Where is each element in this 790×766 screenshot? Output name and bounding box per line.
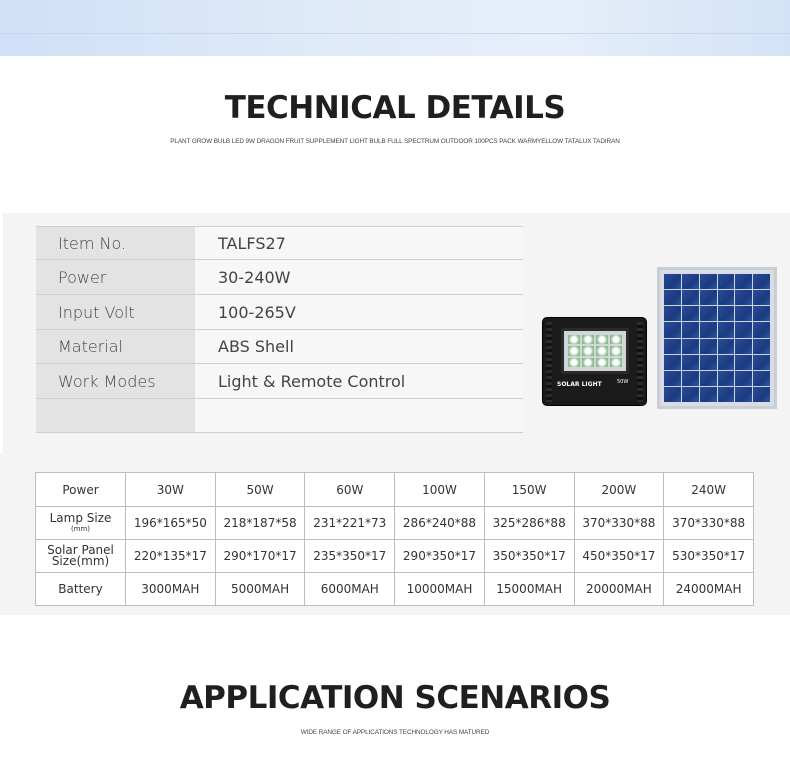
solar-panel-image bbox=[657, 267, 777, 409]
led-chip bbox=[596, 335, 608, 344]
lamp-label: SOLAR LIGHT bbox=[557, 381, 602, 388]
heat-sink-fins bbox=[546, 322, 552, 402]
spec-value: TALFS27 bbox=[195, 227, 523, 259]
led-chip bbox=[582, 358, 594, 367]
panel-edge bbox=[0, 213, 3, 453]
table-cell: 286*240*88 bbox=[395, 507, 485, 540]
spec-row-material bbox=[36, 329, 523, 363]
spec-value: 100-265V bbox=[195, 295, 523, 329]
table-cell: 100W bbox=[395, 473, 485, 507]
spec-row-input-volt bbox=[36, 294, 523, 329]
led-chip bbox=[568, 335, 580, 344]
table-row-solar-panel bbox=[36, 540, 754, 573]
table-cell: 235*350*17 bbox=[305, 540, 395, 573]
led-chip bbox=[568, 346, 580, 355]
table-cell: 450*350*17 bbox=[574, 540, 664, 573]
spec-label: Input Volt bbox=[36, 295, 195, 329]
application-scenarios-subtitle: WIDE RANGE OF APPLICATIONS TECHNOLOGY HAS MATURED bbox=[300, 729, 490, 736]
heat-sink-fins bbox=[637, 322, 643, 402]
spec-label: Material bbox=[36, 330, 195, 363]
led-chip bbox=[610, 346, 622, 355]
table-row-power bbox=[36, 473, 754, 507]
solar-panel-label: Solar Panel bbox=[47, 543, 114, 557]
table-cell: 530*350*17 bbox=[664, 540, 754, 573]
lamp-size-label: Lamp Size bbox=[49, 511, 112, 525]
table-cell: 30W bbox=[126, 473, 216, 507]
led-chip bbox=[582, 335, 594, 344]
table-cell: 196*165*50 bbox=[126, 507, 216, 540]
spec-row-work-modes bbox=[36, 363, 523, 398]
table-cell: 370*330*88 bbox=[664, 507, 754, 540]
row-header-power: Power bbox=[36, 473, 126, 507]
technical-details-title: TECHNICAL DETAILS bbox=[224, 90, 566, 126]
spec-label: Item No. bbox=[36, 227, 195, 259]
table-cell: 24000MAH bbox=[664, 573, 754, 606]
table-cell: 6000MAH bbox=[305, 573, 395, 606]
solar-panel-size-label: Size(mm) bbox=[51, 554, 110, 568]
led-panel bbox=[561, 328, 629, 374]
spec-label: Work Modes bbox=[36, 364, 195, 398]
led-chip bbox=[582, 346, 594, 355]
table-cell: 60W bbox=[305, 473, 395, 507]
spec-value: 30-240W bbox=[195, 260, 523, 294]
table-cell: 15000MAH bbox=[484, 573, 574, 606]
lamp-size-unit: (mm) bbox=[70, 525, 91, 533]
size-comparison-table bbox=[35, 472, 754, 606]
led-chip bbox=[610, 358, 622, 367]
led-chip bbox=[596, 346, 608, 355]
solar-floodlight-image bbox=[542, 317, 647, 406]
spec-label bbox=[36, 399, 195, 432]
top-banner bbox=[0, 0, 790, 56]
table-cell: 220*135*17 bbox=[126, 540, 216, 573]
spec-value bbox=[195, 399, 523, 432]
spec-value: Light & Remote Control bbox=[195, 364, 523, 398]
table-cell: 150W bbox=[484, 473, 574, 507]
table-cell: 200W bbox=[574, 473, 664, 507]
lamp-wattage: 50W bbox=[617, 379, 629, 385]
spec-row-empty bbox=[36, 398, 523, 433]
row-header-lamp-size bbox=[36, 507, 126, 540]
spec-table bbox=[36, 226, 523, 433]
table-row-battery bbox=[36, 573, 754, 606]
spec-row-item-no bbox=[36, 226, 523, 259]
spec-row-power bbox=[36, 259, 523, 294]
spec-label: Power bbox=[36, 260, 195, 294]
banner-divider bbox=[0, 33, 790, 34]
row-header-battery: Battery bbox=[36, 573, 126, 606]
table-cell: 290*170*17 bbox=[215, 540, 305, 573]
table-cell: 370*330*88 bbox=[574, 507, 664, 540]
table-cell: 3000MAH bbox=[126, 573, 216, 606]
led-chip bbox=[596, 358, 608, 367]
table-cell: 50W bbox=[215, 473, 305, 507]
table-row-lamp-size bbox=[36, 507, 754, 540]
table-cell: 325*286*88 bbox=[484, 507, 574, 540]
solar-cells bbox=[664, 274, 770, 402]
table-cell: 20000MAH bbox=[574, 573, 664, 606]
led-chip bbox=[610, 335, 622, 344]
table-cell: 240W bbox=[664, 473, 754, 507]
led-chip bbox=[568, 358, 580, 367]
table-cell: 290*350*17 bbox=[395, 540, 485, 573]
application-scenarios-title: APPLICATION SCENARIOS bbox=[179, 680, 611, 716]
table-cell: 218*187*58 bbox=[215, 507, 305, 540]
spec-value: ABS Shell bbox=[195, 330, 523, 363]
table-cell: 5000MAH bbox=[215, 573, 305, 606]
row-header-solar-panel bbox=[36, 540, 126, 573]
table-cell: 231*221*73 bbox=[305, 507, 395, 540]
table-cell: 350*350*17 bbox=[484, 540, 574, 573]
technical-details-subtitle: PLANT GROW BULB LED 9W DRAGON FRUIT SUPPLEMENT LIGHT BULB FULL SPECTRUM OUTDOOR 100PCS PACK WARMYELLOW TATALUX TADIRAN bbox=[170, 138, 620, 145]
table-cell: 10000MAH bbox=[395, 573, 485, 606]
